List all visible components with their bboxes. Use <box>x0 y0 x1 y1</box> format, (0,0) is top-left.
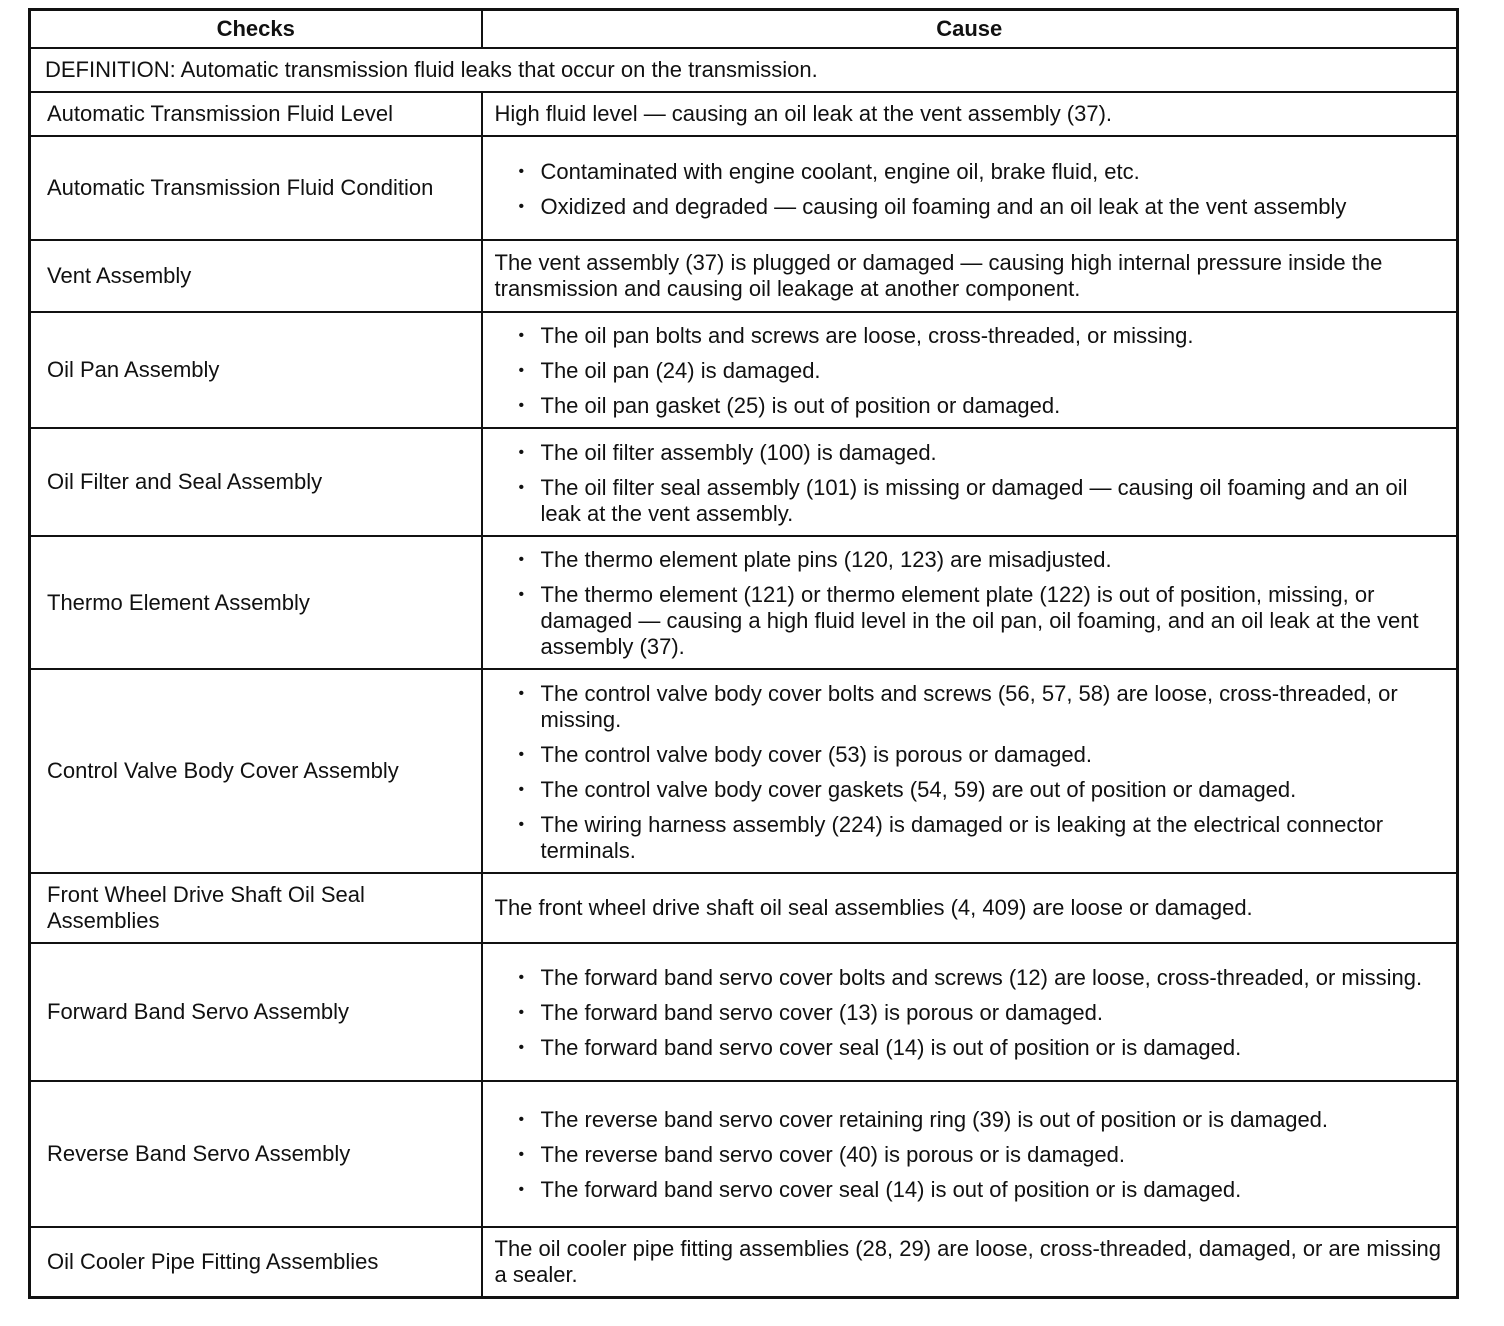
cause-cell <box>482 1227 1458 1298</box>
cause-bullet-item: • Contaminated with engine coolant, engine oil, brake fluid, etc. <box>517 159 1445 185</box>
definition-row <box>30 48 1458 92</box>
cause-bullet-item: • The control valve body cover (53) is porous or damaged. <box>517 742 1445 768</box>
check-cell: Vent Assembly <box>30 240 482 312</box>
cause-cell <box>482 873 1458 943</box>
cause-cell <box>482 136 1458 240</box>
checks-column-header: Checks <box>30 10 482 49</box>
cause-text: The oil cooler pipe fitting assemblies (28, 29) are loose, cross-threaded, damaged, or are missing a sealer. <box>494 1236 1441 1287</box>
table-row <box>30 136 1458 240</box>
check-cell: Reverse Band Servo Assembly <box>30 1081 482 1227</box>
table-row <box>30 1227 1458 1298</box>
cause-bullet-list <box>495 1107 1445 1203</box>
cause-text: The front wheel drive shaft oil seal assemblies (4, 409) are loose or damaged. <box>494 895 1253 920</box>
check-cell: Automatic Transmission Fluid Condition <box>30 136 482 240</box>
cause-bullet-item: • The control valve body cover bolts and screws (56, 57, 58) are loose, cross-threaded, or missing. <box>517 681 1445 733</box>
cause-cell <box>482 1081 1458 1227</box>
check-cell: Automatic Transmission Fluid Level <box>30 92 482 136</box>
table-row <box>30 1081 1458 1227</box>
cause-cell <box>482 669 1458 873</box>
cause-bullet-item: • The forward band servo cover (13) is porous or damaged. <box>517 1000 1445 1026</box>
table-row <box>30 873 1458 943</box>
cause-bullet-list <box>495 681 1445 864</box>
cause-bullet-item: • The oil filter assembly (100) is damaged. <box>517 440 1445 466</box>
cause-bullet-item: • The wiring harness assembly (224) is damaged or is leaking at the electrical connector terminals. <box>517 812 1445 864</box>
check-cell: Oil Cooler Pipe Fitting Assemblies <box>30 1227 482 1298</box>
table-body <box>30 48 1458 1298</box>
cause-bullet-item: • The reverse band servo cover retaining ring (39) is out of position or is damaged. <box>517 1107 1445 1133</box>
cause-column-header: Cause <box>482 10 1458 49</box>
check-cell: Oil Pan Assembly <box>30 312 482 428</box>
cause-cell <box>482 536 1458 669</box>
cause-bullet-list <box>495 965 1445 1061</box>
cause-bullet-list <box>495 440 1445 527</box>
table-row <box>30 240 1458 312</box>
cause-bullet-list <box>495 159 1445 220</box>
cause-cell <box>482 240 1458 312</box>
cause-cell <box>482 428 1458 536</box>
cause-bullet-item: • The oil filter seal assembly (101) is missing or damaged — causing oil foaming and an oil leak at the vent assembly. <box>517 475 1445 527</box>
check-cell: Oil Filter and Seal Assembly <box>30 428 482 536</box>
table-row <box>30 312 1458 428</box>
cause-bullet-item: • The oil pan gasket (25) is out of position or damaged. <box>517 393 1445 419</box>
cause-bullet-item: • The thermo element plate pins (120, 123) are misadjusted. <box>517 547 1445 573</box>
cause-cell <box>482 312 1458 428</box>
cause-cell <box>482 92 1458 136</box>
header-row <box>30 10 1458 49</box>
diagnostic-table <box>28 8 1459 1299</box>
cause-bullet-item: • The thermo element (121) or thermo element plate (122) is out of position, missing, or damaged — causing a high fluid level in the oil pan, oil foaming, and an oil leak at the vent assembly (37). <box>517 582 1445 660</box>
definition-text: DEFINITION: Automatic transmission fluid leaks that occur on the transmission. <box>30 48 1458 92</box>
cause-cell <box>482 943 1458 1081</box>
document-page <box>28 8 1456 1299</box>
check-cell: Forward Band Servo Assembly <box>30 943 482 1081</box>
cause-bullet-item: • Oxidized and degraded — causing oil foaming and an oil leak at the vent assembly <box>517 194 1445 220</box>
table-row <box>30 92 1458 136</box>
cause-text: High fluid level — causing an oil leak at the vent assembly (37). <box>494 101 1113 126</box>
table-row <box>30 536 1458 669</box>
cause-bullet-item: • The oil pan bolts and screws are loose, cross-threaded, or missing. <box>517 323 1445 349</box>
cause-text: The vent assembly (37) is plugged or damaged — causing high internal pressure inside the transmission and causing oil leakage at another component. <box>494 250 1383 301</box>
cause-bullet-item: • The forward band servo cover bolts and screws (12) are loose, cross-threaded, or missing. <box>517 965 1445 991</box>
table-row <box>30 428 1458 536</box>
check-cell: Thermo Element Assembly <box>30 536 482 669</box>
cause-bullet-item: • The reverse band servo cover (40) is porous or is damaged. <box>517 1142 1445 1168</box>
check-cell: Control Valve Body Cover Assembly <box>30 669 482 873</box>
cause-bullet-item: • The forward band servo cover seal (14) is out of position or is damaged. <box>517 1177 1445 1203</box>
cause-bullet-list <box>495 323 1445 419</box>
cause-bullet-list <box>495 547 1445 660</box>
cause-bullet-item: • The control valve body cover gaskets (54, 59) are out of position or damaged. <box>517 777 1445 803</box>
cause-bullet-item: • The forward band servo cover seal (14) is out of position or is damaged. <box>517 1035 1445 1061</box>
check-cell: Front Wheel Drive Shaft Oil Seal Assemblies <box>30 873 482 943</box>
table-row <box>30 943 1458 1081</box>
cause-bullet-item: • The oil pan (24) is damaged. <box>517 358 1445 384</box>
table-row <box>30 669 1458 873</box>
